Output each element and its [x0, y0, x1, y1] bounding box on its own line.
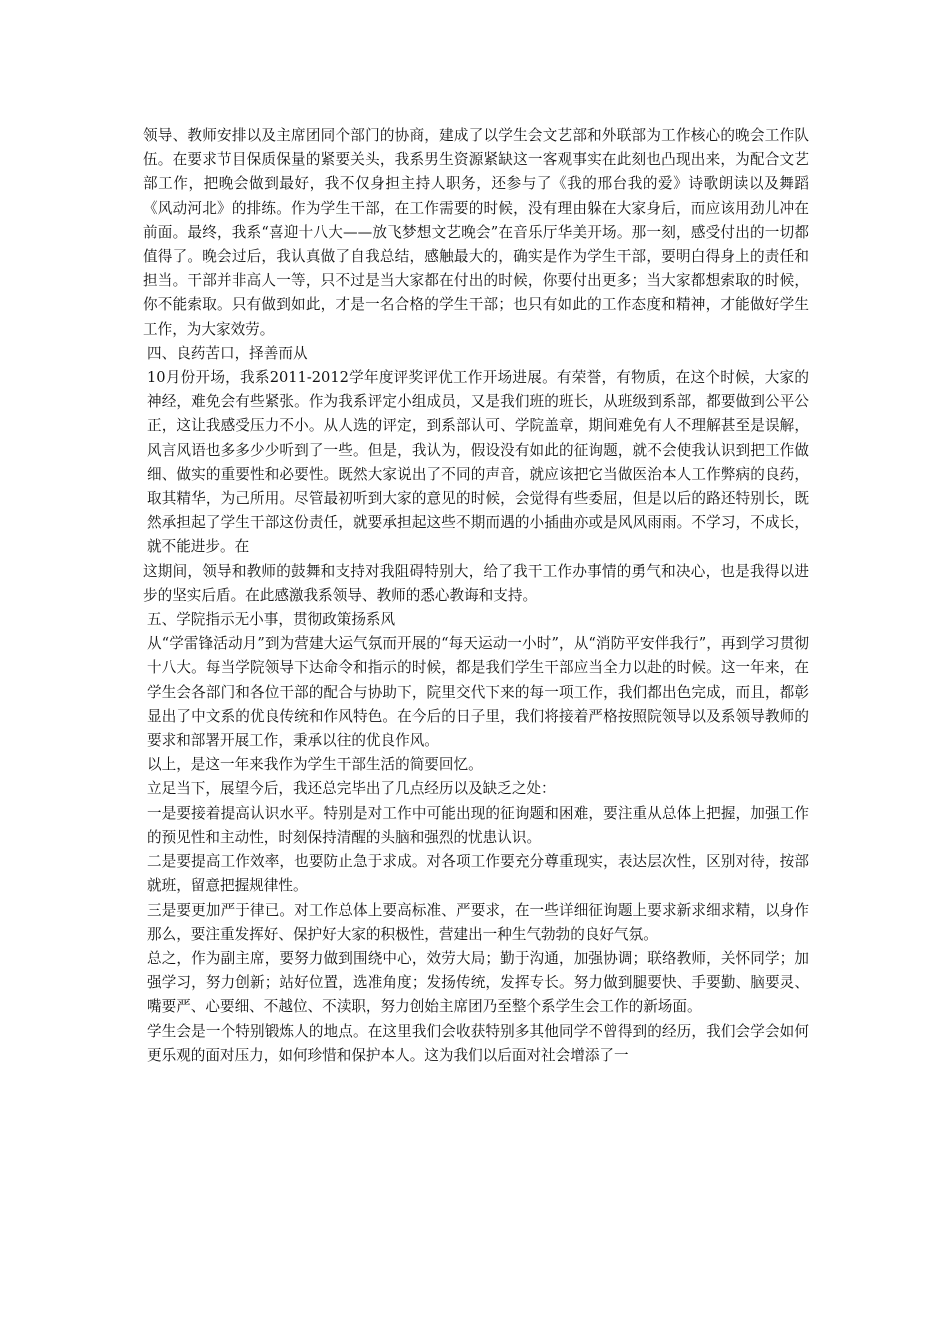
body-paragraph: 学生会是一个特别锻炼人的地点。在这里我们会收获特别多其他同学不曾得到的经历，我们会学会如何更乐观的面对压力，如何珍惜和保护本人。这为我们以后面对社会增添了一 — [147, 1022, 809, 1064]
body-paragraph: 这期间，领导和教师的鼓舞和支持对我阻碍特别大，给了我干工作办事情的勇气和决心，也是我得以进步的坚实后盾。在此感激我系领导、教师的悉心教诲和支持。 — [143, 562, 809, 604]
list-item: 二是要提高工作效率，也要防止急于求成。对各项工作要充分尊重现实，表达层次性，区别对待，按部就班，留意把握规律性。 — [147, 853, 809, 895]
section-heading: 四、良药苦口，择善而从 — [147, 344, 308, 362]
list-item: 一是要接着提高认识水平。特别是对工作中可能出现的征询题和困难，要注重从总体上把握，加强工作的预见性和主动性，时刻保持清醒的头脑和强烈的忧患认识。 — [147, 804, 809, 846]
body-paragraph: 从“学雷锋活动月”到为营建大运气氛而开展的“每天运动一小时”，从“消防平安伴我行”，再到学习贯彻十八大。每当学院领导下达命令和指示的时候，都是我们学生干部应当全力以赴的时候。这一年来，在学生会各部门和各位干部的配合与协助下，院里交代下来的每一项工作，我们都出色完成，而且，都彰显出了中文系的优良传统和作风特色。在今后的日子里，我们将接着严格按照院领导以及系领导教师的要求和部署开展工作，秉承以往的优良作风。 — [147, 635, 809, 750]
body-paragraph: 10月份开场，我系2011-2012学年度评奖评优工作开场进展。有荣誉，有物质，在这个时候，大家的神经，难免会有些紧张。作为我系评定小组成员，又是我们班的班长，从班级到系部，都要做到公平公正，这让我感受压力不小。从人选的评定，到系部认可、学院盖章，期间难免有人不理解甚至是误解，风言风语也多多少少听到了一些。但是，我认为，假设没有如此的征询题，就不会使我认识到把工作做细、做实的重要性和必要性。既然大家说出了不同的声音，就应该把它当做医治本人工作弊病的良药，取其精华，为己所用。尽管最初听到大家的意见的时候，会觉得有些委屈，但是以后的路还特别长，既然承担起了学生干部这份责任，就要承担起这些不期而遇的小插曲亦或是风风雨雨。不学习，不成长，就不能进步。在 — [147, 369, 809, 556]
list-item: 三是要更加严于律已。对工作总体上要高标准、严要求，在一些详细征询题上要求新求细求精，以身作那么，要注重发挥好、保护好大家的积极性，营建出一种生气勃勃的良好气氛。 — [147, 901, 809, 943]
body-paragraph: 以上，是这一年来我作为学生干部生活的简要回忆。 — [147, 756, 483, 774]
body-paragraph: 总之，作为副主席，要努力做到围绕中心，效劳大局；勤于沟通，加强协调；联络教师，关怀同学；加强学习，努力创新；站好位置，选准角度；发扬传统，发挥专长。努力做到腿要快、手要勤、脑要灵、嘴要严、心要细、不越位、不渎职，努力创始主席团乃至整个系学生会工作的新场面。 — [147, 949, 809, 1016]
body-paragraph: 立足当下，展望今后，我还总完毕出了几点经历以及缺乏之处： — [147, 780, 556, 798]
body-paragraph: 领导、教师安排以及主席团同个部门的协商，建成了以学生会文艺部和外联部为工作核心的晚会工作队伍。在要求节目保质保量的紧要关头，我系男生资源紧缺这一客观事实在此刻也凸现出来，为配合文艺部工作，把晚会做到最好，我不仅身担主持人职务，还参与了《我的邢台我的爱》诗歌朗读以及舞蹈《风动河北》的排练。作为学生干部，在工作需要的时候，没有理由躲在大家身后，而应该用劲儿冲在前面。最终，我系“喜迎十八大——放飞梦想文艺晚会”在音乐厅华美开场。那一刻，感受付出的一切都值得了。晚会过后，我认真做了自我总结，感触最大的，确实是作为学生干部，要明白得身上的责任和担当。干部并非高人一等，只不过是当大家都在付出的时候，你要付出更多；当大家都想索取的时候，你不能索取。只有做到如此，才是一名合格的学生干部；也只有如此的工作态度和精神，才能做好学生工作，为大家效劳。 — [143, 127, 809, 338]
section-heading: 五、学院指示无小事，贯彻政策扬系风 — [147, 611, 396, 629]
document-body — [143, 124, 809, 1068]
